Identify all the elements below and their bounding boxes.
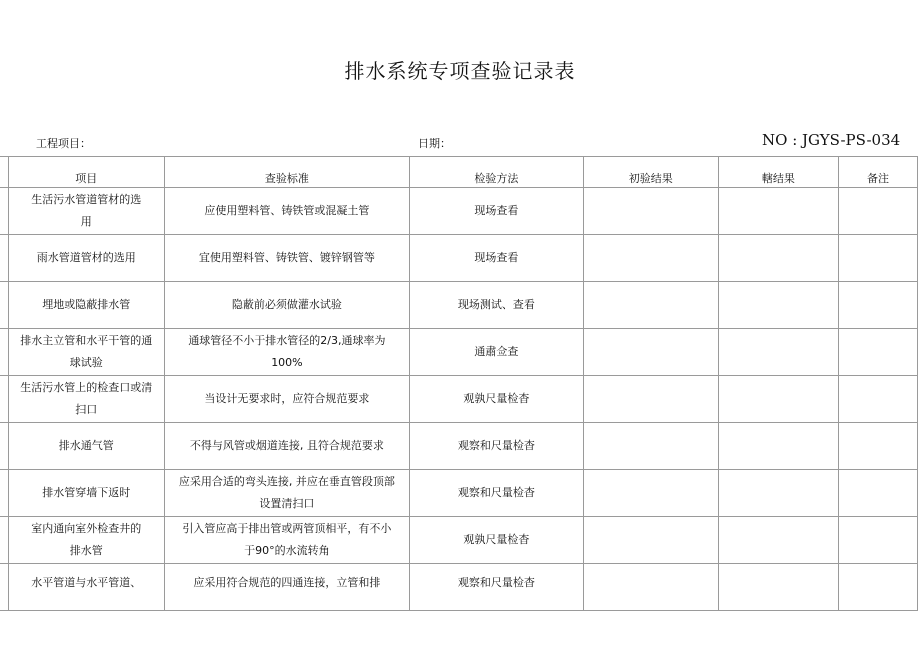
standard-cell: 应使用塑料管、铸铁管或混凝土管 <box>164 188 409 235</box>
document-number: NO : JGYS-PS-034 <box>762 131 901 149</box>
initial-result-cell <box>583 470 718 517</box>
remarks-cell <box>838 329 917 376</box>
remarks-cell <box>838 282 917 329</box>
initial-result-cell <box>583 282 718 329</box>
item-cell: 室内通向室外检查井的 排水管 <box>8 517 164 564</box>
header-remarks: 备注 <box>838 157 917 188</box>
row-spacer <box>0 329 8 376</box>
date-label: 日期： <box>418 137 451 150</box>
table-row <box>0 423 918 470</box>
table-row <box>0 376 918 423</box>
result-cell <box>718 282 838 329</box>
header-result: 轄结果 <box>718 157 838 188</box>
table-row <box>0 517 918 564</box>
remarks-cell <box>838 423 917 470</box>
initial-result-cell <box>583 376 718 423</box>
standard-cell: 引入管应高于排出管或两管顶相平，有不小 于90°的水流转角 <box>164 517 409 564</box>
header-initial-result: 初验结果 <box>583 157 718 188</box>
method-cell: 现场查看 <box>410 235 584 282</box>
header-spacer <box>0 157 8 188</box>
method-cell: 现场测试、查看 <box>410 282 584 329</box>
row-spacer <box>0 188 8 235</box>
document-title: 排水系统专项查验记录表 <box>344 59 576 83</box>
result-cell <box>718 188 838 235</box>
remarks-cell <box>838 188 917 235</box>
row-spacer <box>0 470 8 517</box>
result-cell <box>718 376 838 423</box>
method-cell: 观察和尺量检杳 <box>410 423 584 470</box>
table-row <box>0 282 918 329</box>
standard-cell: 应采用合适的弯头连接, 并应在垂直管段顶部 设置清扫口 <box>164 470 409 517</box>
result-cell <box>718 235 838 282</box>
method-cell: 观孰尺量检杳 <box>410 517 584 564</box>
result-cell <box>718 423 838 470</box>
item-cell: 水平管道与水平管道、 <box>8 564 164 611</box>
row-spacer <box>0 423 8 470</box>
method-cell: 通肅佥查 <box>410 329 584 376</box>
standard-cell: 当设计无要求时，应符合规范要求 <box>164 376 409 423</box>
standard-cell: 隐蔽前必须做灌水试验 <box>164 282 409 329</box>
row-spacer <box>0 517 8 564</box>
project-label: 工程项目： <box>36 137 91 150</box>
result-cell <box>718 470 838 517</box>
remarks-cell <box>838 470 917 517</box>
remarks-cell <box>838 564 917 611</box>
remarks-cell <box>838 517 917 564</box>
method-cell: 观察和尺量检杳 <box>410 564 584 611</box>
row-spacer <box>0 564 8 611</box>
item-cell: 排水管穿墙下返时 <box>8 470 164 517</box>
standard-cell: 宜使用塑料管、铸铁管、镀锌钢管等 <box>164 235 409 282</box>
table-row <box>0 329 918 376</box>
result-cell <box>718 329 838 376</box>
method-cell: 现场查看 <box>410 188 584 235</box>
initial-result-cell <box>583 188 718 235</box>
standard-cell: 不得与风管或烟道连接, 且符合规范要求 <box>164 423 409 470</box>
item-cell: 生活污水管上的检查口或清 扫口 <box>8 376 164 423</box>
item-cell: 生活污水管道管材的选 用 <box>8 188 164 235</box>
remarks-cell <box>838 376 917 423</box>
result-cell <box>718 564 838 611</box>
table-row <box>0 470 918 517</box>
table-row <box>0 188 918 235</box>
item-cell: 排水通气管 <box>8 423 164 470</box>
initial-result-cell <box>583 329 718 376</box>
remarks-cell <box>838 235 917 282</box>
table-header-row <box>0 157 918 188</box>
item-cell: 埋地或隐蔽排水管 <box>8 282 164 329</box>
row-spacer <box>0 235 8 282</box>
method-cell: 观孰尺量检杳 <box>410 376 584 423</box>
header-method: 检验方法 <box>410 157 584 188</box>
method-cell: 观察和尺量检杳 <box>410 470 584 517</box>
initial-result-cell <box>583 517 718 564</box>
standard-cell: 应采用符合规范的四通连接，立管和排 <box>164 564 409 611</box>
standard-cell: 通球管径不小于排水管径的2/3,通球率为 100% <box>164 329 409 376</box>
row-spacer <box>0 376 8 423</box>
inspection-table <box>0 156 918 611</box>
result-cell <box>718 517 838 564</box>
header-standard: 查验标准 <box>164 157 409 188</box>
row-spacer <box>0 282 8 329</box>
header-item: 项目 <box>8 157 164 188</box>
initial-result-cell <box>583 235 718 282</box>
table-row <box>0 235 918 282</box>
item-cell: 排水主立管和水平干管的通 球试验 <box>8 329 164 376</box>
item-cell: 雨水管道管材的选用 <box>8 235 164 282</box>
initial-result-cell <box>583 423 718 470</box>
initial-result-cell <box>583 564 718 611</box>
table-row <box>0 564 918 611</box>
